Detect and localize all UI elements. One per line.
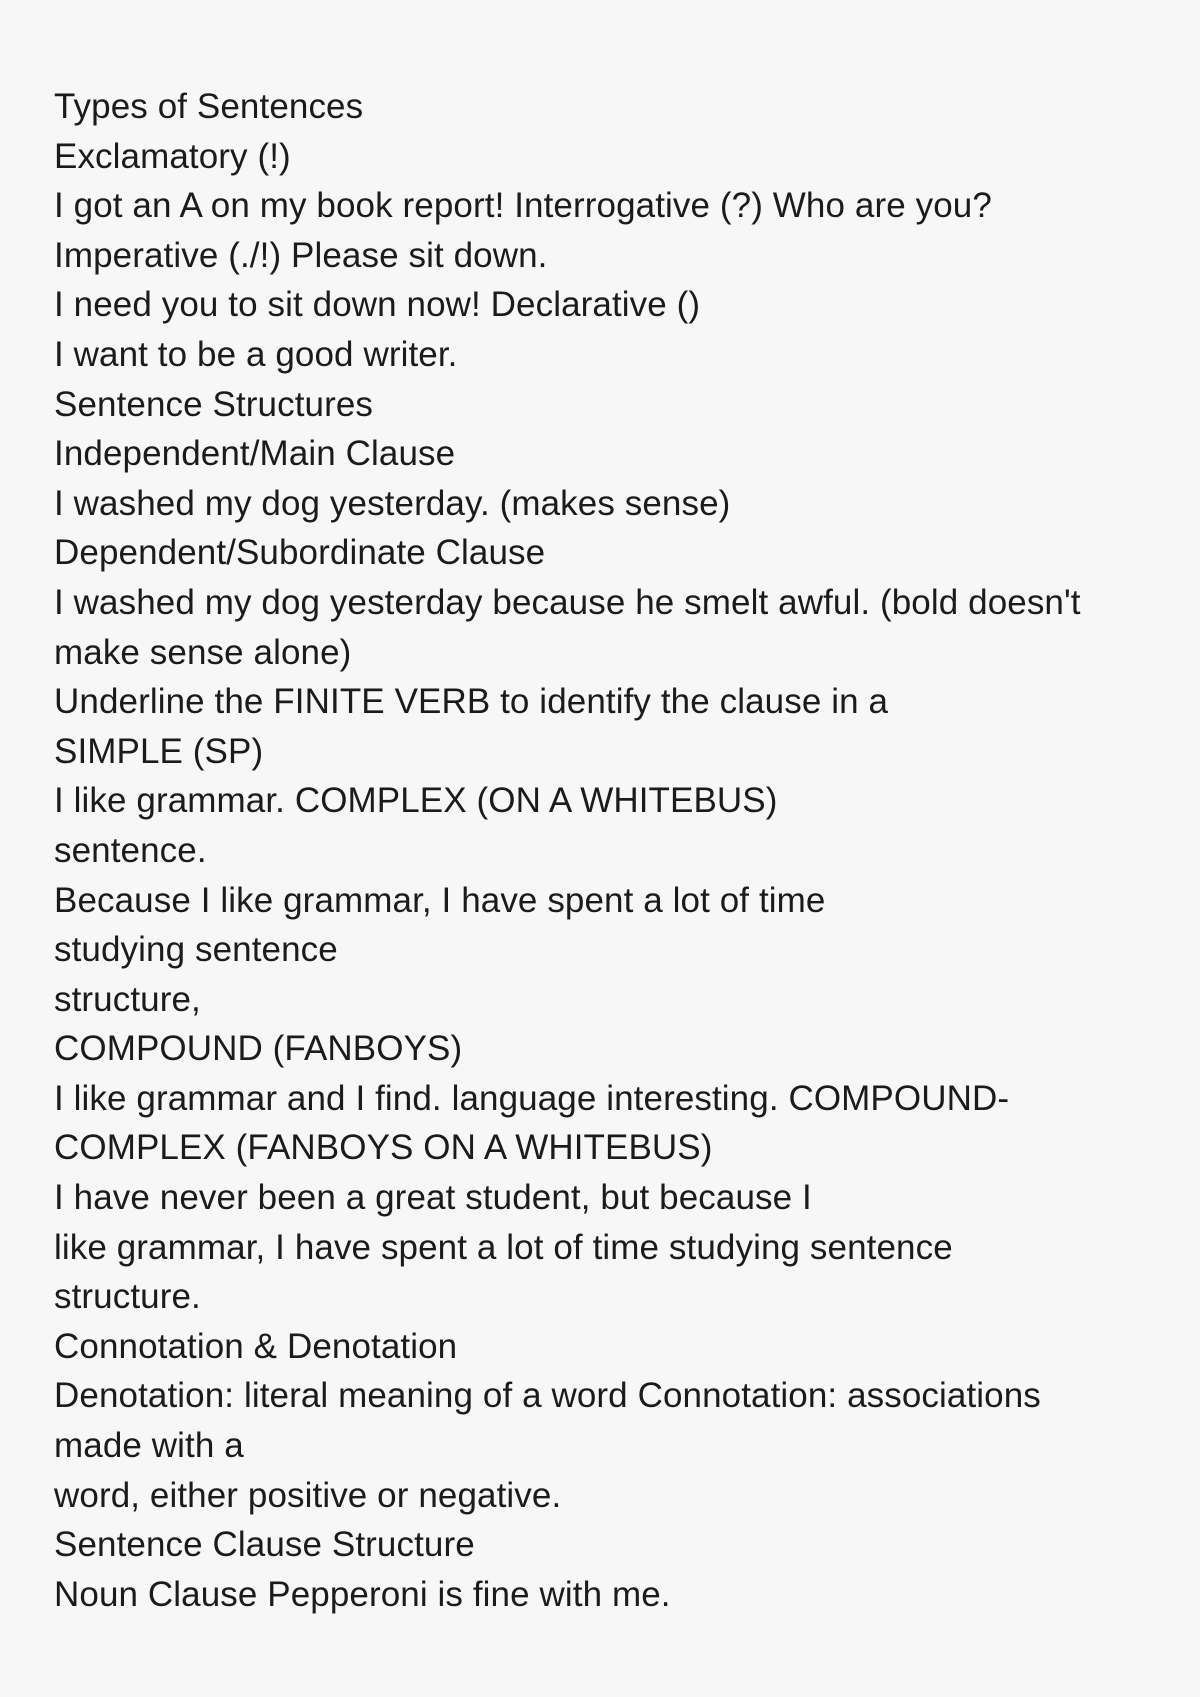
text-line: sentence. [54, 830, 207, 870]
text-line: Independent/Main Clause [54, 434, 456, 474]
text-line: structure. [54, 1277, 201, 1317]
text-line: COMPLEX (FANBOYS ON A WHITEBUS) [54, 1128, 713, 1168]
text-line: made with a [54, 1426, 244, 1466]
text-line: Noun Clause Pepperoni is fine with me. [54, 1574, 671, 1614]
text-line: studying sentence [54, 930, 338, 970]
text-line: make sense alone) [54, 632, 352, 672]
text-line: Denotation: literal meaning of a word Connotation: associations [54, 1376, 1041, 1416]
text-line: Because I like grammar, I have spent a lot of time [54, 880, 826, 920]
text-line: I need you to sit down now! Declarative () [54, 285, 701, 325]
text-line: I washed my dog yesterday because he smelt awful. (bold doesn't [54, 582, 1081, 622]
text-line: COMPOUND (FANBOYS) [54, 1029, 463, 1069]
text-line: like grammar, I have spent a lot of time studying sentence [54, 1227, 953, 1267]
notes-text [54, 82, 1174, 1619]
heading-sentence-clause-structure: Sentence Clause Structure [54, 1525, 475, 1565]
text-line: structure, [54, 979, 201, 1019]
text-line: I like grammar and I find. language interesting. COMPOUND- [54, 1078, 1010, 1118]
text-line: SIMPLE (SP) [54, 731, 264, 771]
text-line: I washed my dog yesterday. (makes sense) [54, 483, 731, 523]
heading-connotation-denotation: Connotation & Denotation [54, 1326, 458, 1366]
text-line: Imperative (./!) Please sit down. [54, 235, 548, 275]
text-line: I have never been a great student, but because I [54, 1178, 812, 1218]
text-line: I got an A on my book report! Interrogative (?) Who are you? [54, 186, 992, 226]
heading-sentence-structures: Sentence Structures [54, 384, 374, 424]
text-line: I like grammar. COMPLEX (ON A WHITEBUS) [54, 781, 778, 821]
text-line: I want to be a good writer. [54, 334, 458, 374]
heading-types-of-sentences: Types of Sentences [54, 87, 364, 126]
text-line: word, either positive or negative. [54, 1475, 562, 1515]
text-line: Dependent/Subordinate Clause [54, 533, 546, 573]
text-line: Underline the FINITE VERB to identify the clause in a [54, 682, 889, 722]
text-line: Exclamatory (!) [54, 136, 291, 176]
